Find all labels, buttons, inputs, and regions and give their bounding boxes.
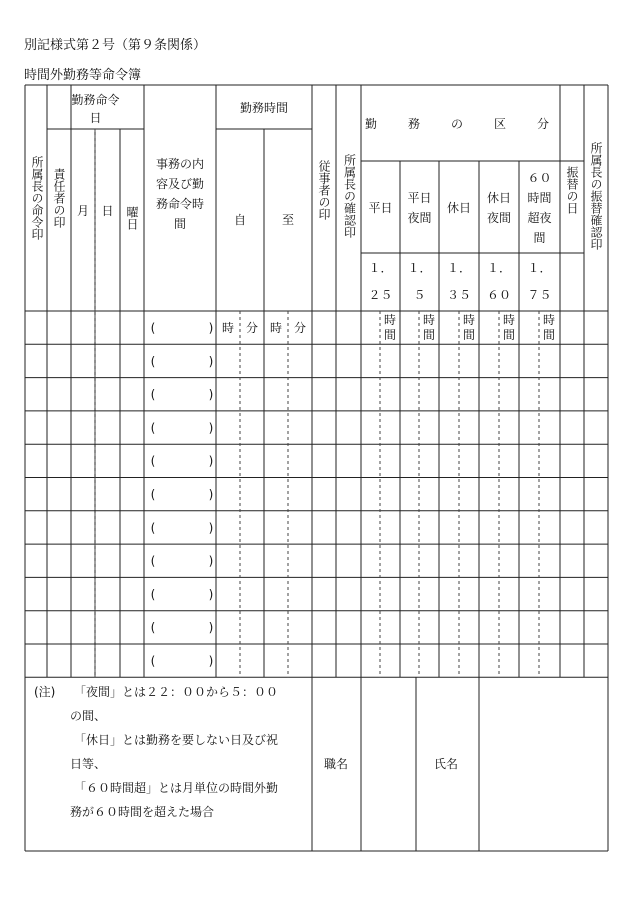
- hour-unit: 時: [269, 321, 283, 335]
- order-date-title: 勤務命令: [71, 93, 120, 107]
- category-rate-5: １．: [527, 261, 552, 275]
- row-paren-open: (: [150, 620, 156, 635]
- row-paren-open: (: [150, 554, 156, 569]
- row-paren-open: (: [150, 354, 156, 369]
- row-paren-close: ): [208, 620, 214, 635]
- head-substitute-confirm-label: 所属長の振替確認印: [589, 142, 603, 250]
- category-rate-1: ２５: [368, 288, 393, 302]
- supervisor-seal-label: 責任者の印: [52, 168, 66, 228]
- category-rate-4: １．: [486, 261, 512, 275]
- note-line: 日等、: [70, 757, 107, 771]
- row-paren-open: (: [150, 387, 156, 402]
- category-rate-3: ３５: [446, 288, 472, 302]
- note-line: 「夜間」とは２２：００から５：００: [74, 685, 279, 699]
- category-type-3: 休日: [446, 201, 472, 215]
- content-label: 務命令時: [155, 197, 205, 211]
- note-line: 務が６０時間を超えた場合: [70, 805, 215, 819]
- note-line: 「休日」とは勤務を要しない日及び祝: [74, 733, 279, 747]
- hour-unit: 時: [462, 313, 476, 327]
- category-type-4: 夜間: [486, 211, 512, 225]
- row-paren-close: ): [208, 420, 214, 435]
- hour-unit: 間: [502, 328, 516, 342]
- category-title: の: [450, 117, 464, 131]
- category-type-2: 平日: [407, 191, 432, 205]
- hours-to-label: 至: [281, 213, 295, 227]
- row-paren-open: (: [150, 420, 156, 435]
- row-paren-close: ): [208, 587, 214, 602]
- row-paren-close: ): [208, 554, 214, 569]
- note-line: 「６０時間超」とは月単位の時間外勤: [74, 781, 279, 795]
- note-line: の間、: [70, 709, 107, 723]
- row-paren-close: ): [208, 354, 214, 369]
- category-rate-3: １．: [446, 261, 472, 275]
- form-title: 時間外勤務等命令簿: [24, 68, 142, 83]
- row-paren-close: ): [208, 454, 214, 469]
- content-label: 間: [173, 217, 187, 231]
- category-type-5: 間: [533, 231, 546, 245]
- content-label: 容及び勤: [155, 177, 205, 191]
- minute-unit: 分: [293, 321, 307, 335]
- hour-unit: 間: [422, 328, 436, 342]
- order-day-label: 日: [101, 204, 114, 218]
- row-paren-close: ): [208, 654, 214, 668]
- category-title: 務: [407, 117, 421, 131]
- row-paren-open: (: [150, 321, 156, 335]
- category-rate-2: ５: [413, 288, 426, 302]
- hour-unit: 時: [221, 321, 235, 335]
- row-paren-open: (: [150, 587, 156, 602]
- category-title: 区: [493, 117, 507, 131]
- hours-from-label: 自: [233, 213, 247, 227]
- hour-unit: 間: [542, 328, 556, 342]
- name-label: 氏名: [433, 757, 459, 771]
- category-type-5: 時間: [527, 191, 552, 205]
- category-type-4: 休日: [486, 191, 512, 205]
- category-rate-5: ７５: [527, 288, 552, 302]
- minute-unit: 分: [245, 321, 259, 335]
- order-month-label: 月: [76, 204, 90, 218]
- order-weekday-label: 曜日: [125, 206, 139, 230]
- category-rate-2: １．: [407, 261, 432, 275]
- worker-seal-label: 従事者の印: [317, 160, 331, 220]
- category-rate-4: ６０: [486, 288, 512, 302]
- head-approval-label: 所属長の命令印: [30, 156, 44, 240]
- category-type-2: 夜間: [407, 211, 432, 225]
- category-rate-1: １．: [368, 261, 393, 275]
- row-paren-close: ): [208, 387, 214, 402]
- category-type-5: ６０: [527, 171, 552, 185]
- category-type-1: 平日: [368, 201, 393, 215]
- hours-title: 勤務時間: [239, 101, 289, 115]
- form-number: 別記様式第２号（第９条関係）: [24, 38, 207, 53]
- hour-unit: 時: [383, 313, 397, 327]
- row-paren-open: (: [150, 520, 156, 535]
- hour-unit: 時: [422, 313, 436, 327]
- category-title: 分: [536, 117, 550, 131]
- hour-unit: 間: [383, 328, 397, 342]
- post-label: 職名: [323, 757, 349, 771]
- row-paren-close: ): [208, 487, 214, 502]
- substitute-day-label: 振替の日: [565, 166, 579, 214]
- order-date-title: 日: [89, 111, 102, 125]
- row-paren-open: (: [150, 654, 156, 668]
- category-title: 勤: [364, 117, 378, 131]
- head-confirm-label: 所属長の確認印: [342, 154, 357, 238]
- note-label: (注): [34, 685, 56, 699]
- category-type-5: 超夜: [527, 211, 552, 225]
- content-label: 事務の内: [155, 157, 205, 171]
- row-paren-close: ): [208, 520, 214, 535]
- row-paren-close: ): [208, 321, 214, 335]
- row-paren-open: (: [150, 487, 156, 502]
- hour-unit: 間: [462, 328, 476, 342]
- hour-unit: 時: [502, 313, 516, 327]
- hour-unit: 時: [542, 313, 556, 327]
- row-paren-open: (: [150, 454, 156, 469]
